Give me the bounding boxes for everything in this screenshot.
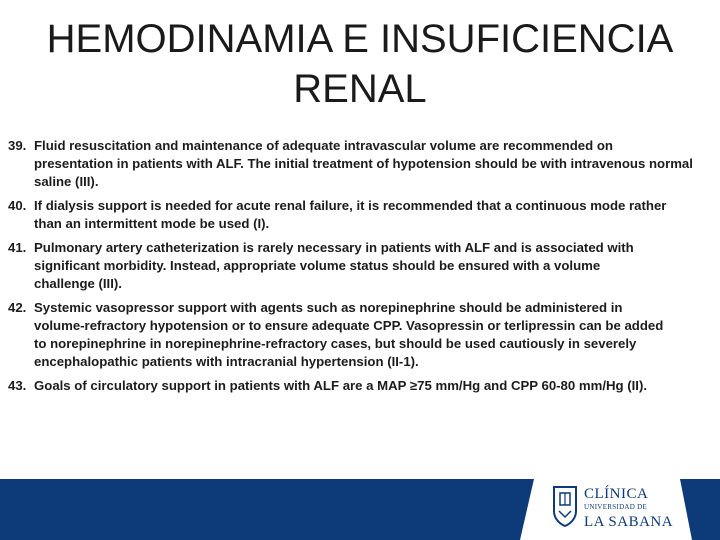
recommendation-line: volume-refractory hypotension or to ensure adequate CPP. Vasopressin or terlipressin can be added	[34, 318, 664, 333]
recommendation-line: presentation in patients with ALF. The initial treatment of hypotension should be with intravenous normal	[34, 156, 693, 171]
shield-icon	[552, 485, 578, 527]
recommendation-number: 39.	[8, 138, 27, 153]
recommendation-number: 41.	[8, 240, 27, 255]
recommendation-line: significant morbidity. Instead, appropriate volume status should be ensured with a volume	[34, 258, 601, 273]
recommendation-line: If dialysis support is needed for acute renal failure, it is recommended that a continuous mode rather	[34, 198, 667, 213]
logo-text-line: LA SABANA	[584, 514, 674, 530]
recommendation-line: Fluid resuscitation and maintenance of adequate intravascular volume are recommended on	[34, 138, 613, 153]
recommendation-item	[8, 377, 708, 395]
recommendation-line: to norepinephrine in norepinephrine-refractory cases, but should be used cautiously in severely	[34, 336, 637, 351]
recommendation-line: Goals of circulatory support in patients with ALF are a MAP ≥75 mm/Hg and CPP 60-80 mm/Hg (II).	[34, 378, 648, 393]
slide-title-line: HEMODINAMIA E INSUFICIENCIA	[46, 17, 674, 61]
recommendation-item	[8, 137, 708, 191]
recommendation-line: Pulmonary artery catheterization is rarely necessary in patients with ALF and is associated with	[34, 240, 634, 255]
recommendation-line: saline (III).	[34, 174, 99, 189]
clinic-logo	[520, 479, 720, 540]
recommendation-line: Systemic vasopressor support with agents such as norepinephrine should be administered in	[34, 300, 623, 315]
logo-text-line: CLÍNICA	[584, 486, 649, 502]
slide-title-line: RENAL	[293, 67, 427, 111]
recommendations-list	[8, 137, 708, 401]
recommendation-item	[8, 197, 708, 233]
recommendation-item	[8, 299, 708, 371]
footer-band	[0, 479, 720, 540]
recommendation-number: 42.	[8, 300, 27, 315]
recommendation-line: challenge (III).	[34, 276, 122, 291]
recommendation-item	[8, 239, 708, 293]
recommendation-line: encephalopathic patients with intracranial hypertension (II-1).	[34, 354, 419, 369]
logo-text-line: UNIVERSIDAD DE	[584, 503, 648, 511]
slide-title	[0, 14, 720, 114]
recommendation-line: than an intermittent mode be used (I).	[34, 216, 270, 231]
recommendation-number: 40.	[8, 198, 27, 213]
recommendation-number: 43.	[8, 378, 27, 393]
